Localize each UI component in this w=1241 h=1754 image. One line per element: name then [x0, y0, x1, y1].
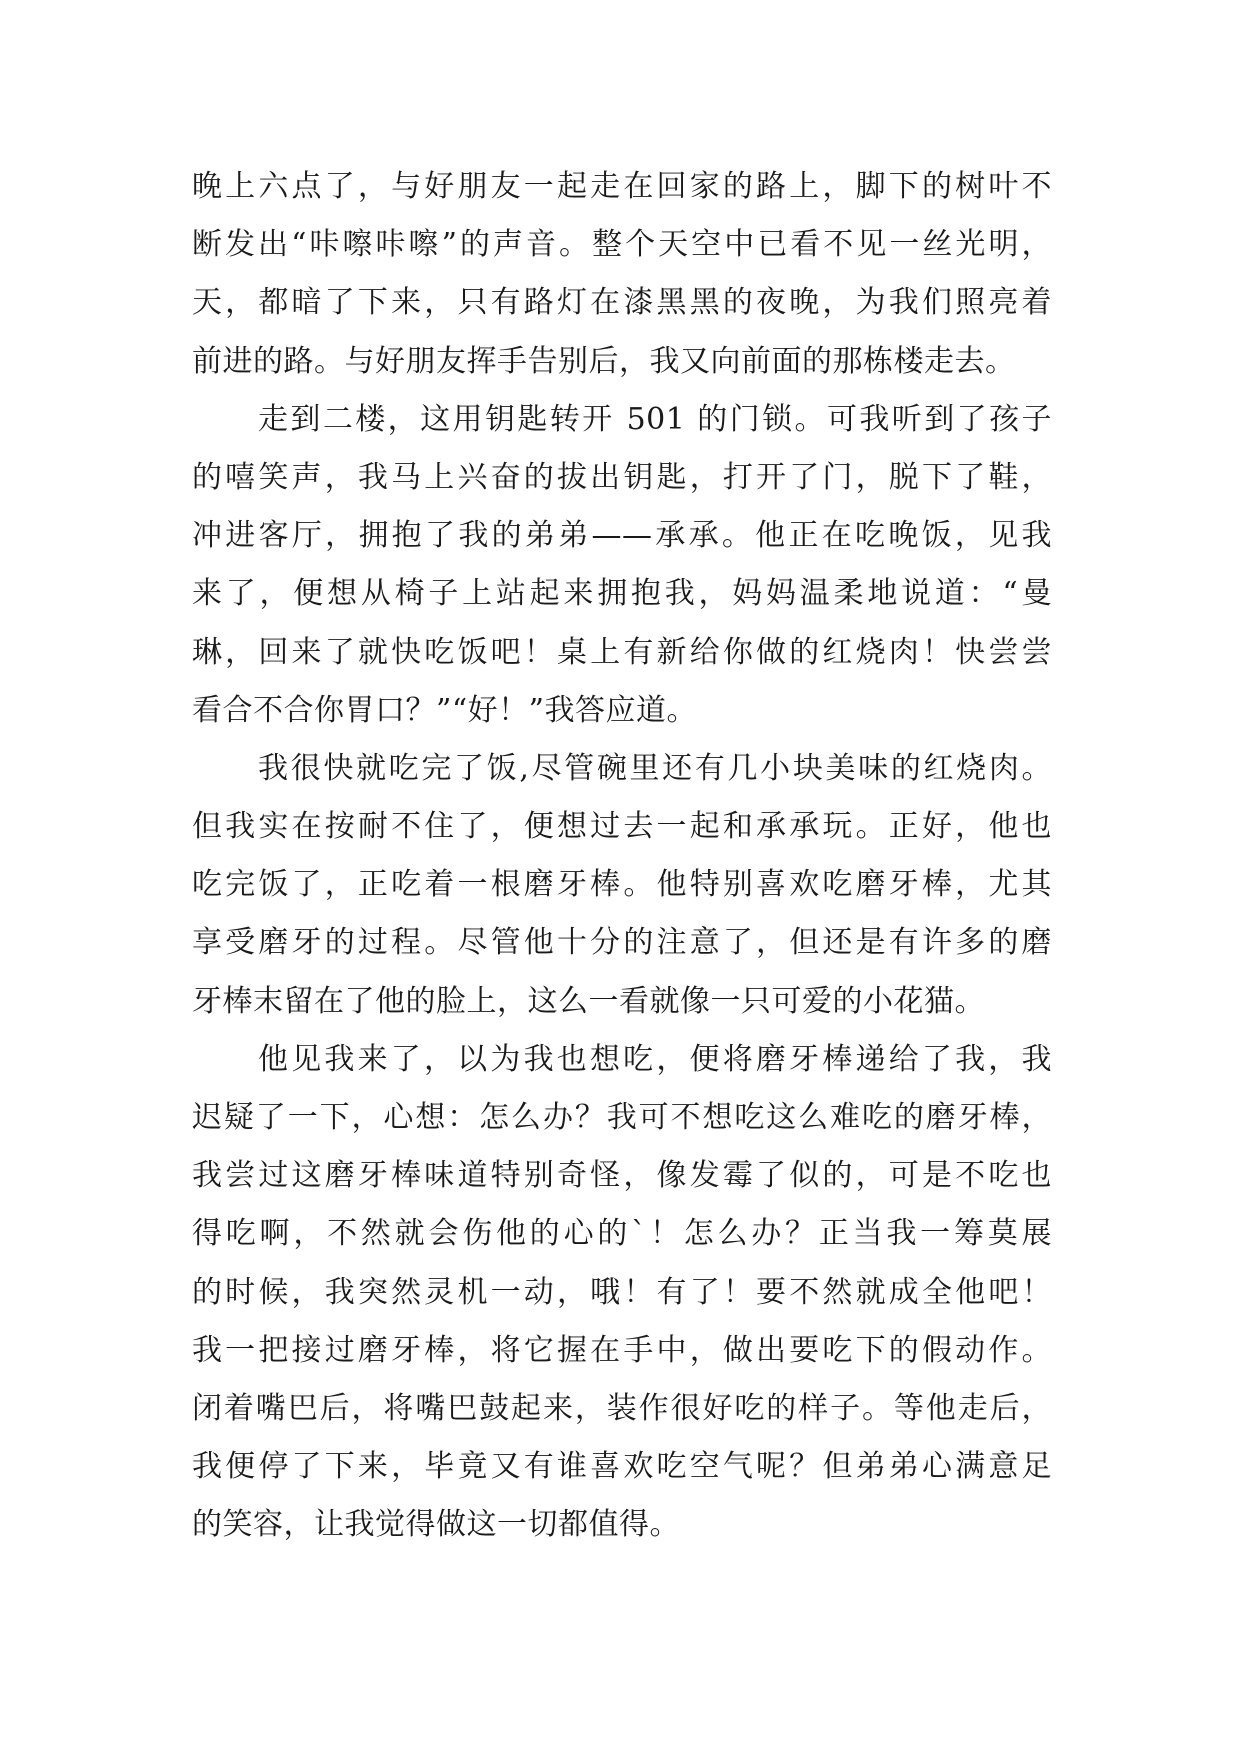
text-line: 他见我来了，以为我也想吃，便将磨牙棒递给了我，我 — [258, 1041, 1052, 1077]
text-line: 我很快就吃完了饭,尽管碗里还有几小块美味的红烧肉。 — [258, 750, 1052, 786]
text-line: 享受磨牙的过程。尽管他十分的注意了，但还是有许多的磨 — [192, 925, 1052, 961]
text-line: 得吃啊，不然就会伤他的心的`！怎么办？正当我一筹莫展 — [192, 1216, 1052, 1252]
text-line: 的时候，我突然灵机一动，哦！有了！要不然就成全他吧！ — [192, 1274, 1052, 1310]
text-line: 天，都暗了下来，只有路灯在漆黑黑的夜晚，为我们照亮着 — [192, 285, 1052, 321]
text-line: 迟疑了一下，心想：怎么办？我可不想吃这么难吃的磨牙棒， — [192, 1100, 1052, 1135]
text-line: 我尝过这磨牙棒味道特别奇怪，像发霉了似的，可是不吃也 — [192, 1158, 1052, 1194]
text-line: 冲进客厅，拥抱了我的弟弟——承承。他正在吃晚饭，见我 — [192, 518, 1052, 554]
text-line: 来了，便想从椅子上站起来拥抱我，妈妈温柔地说道：“曼 — [192, 576, 1052, 612]
text-line: 的笑容，让我觉得做这一切都值得。 — [192, 1507, 680, 1543]
text-line: 晚上六点了，与好朋友一起走在回家的路上，脚下的树叶不 — [192, 169, 1052, 204]
text-line: 牙棒末留在了他的脸上，这么一看就像一只可爱的小花猫。 — [192, 983, 985, 1019]
paragraph-3 — [192, 740, 1052, 1031]
text-line: 我便停了下来，毕竟又有谁喜欢吃空气呢？但弟弟心满意足 — [192, 1449, 1052, 1485]
text-line: 断发出“咔嚓咔嚓”的声音。整个天空中已看不见一丝光明， — [192, 227, 1052, 263]
text-line: 我一把接过磨牙棒，将它握在手中，做出要吃下的假动作。 — [192, 1332, 1052, 1368]
text-line: 琳，回来了就快吃饭吧！桌上有新给你做的红烧肉！快尝尝 — [192, 634, 1052, 670]
text-line: 前进的路。与好朋友挥手告别后，我又向前面的那栋楼走去。 — [192, 343, 1016, 379]
paragraph-1 — [192, 158, 1052, 391]
paragraph-4 — [192, 1031, 1052, 1555]
text-line: 看合不合你胃口？”“好！”我答应道。 — [192, 692, 698, 728]
paragraph-2 — [192, 391, 1052, 740]
text-line: 但我实在按耐不住了，便想过去一起和承承玩。正好，他也 — [192, 809, 1052, 845]
text-line: 闭着嘴巴后，将嘴巴鼓起来，装作很好吃的样子。等他走后， — [192, 1390, 1052, 1426]
document-body — [192, 158, 1052, 1555]
text-line: 的嘻笑声，我马上兴奋的拔出钥匙，打开了门，脱下了鞋， — [192, 459, 1052, 495]
text-line: 走到二楼，这用钥匙转开 501 的门锁。可我听到了孩子 — [258, 401, 1052, 437]
text-line: 吃完饭了，正吃着一根磨牙棒。他特别喜欢吃磨牙棒，尤其 — [192, 867, 1052, 903]
